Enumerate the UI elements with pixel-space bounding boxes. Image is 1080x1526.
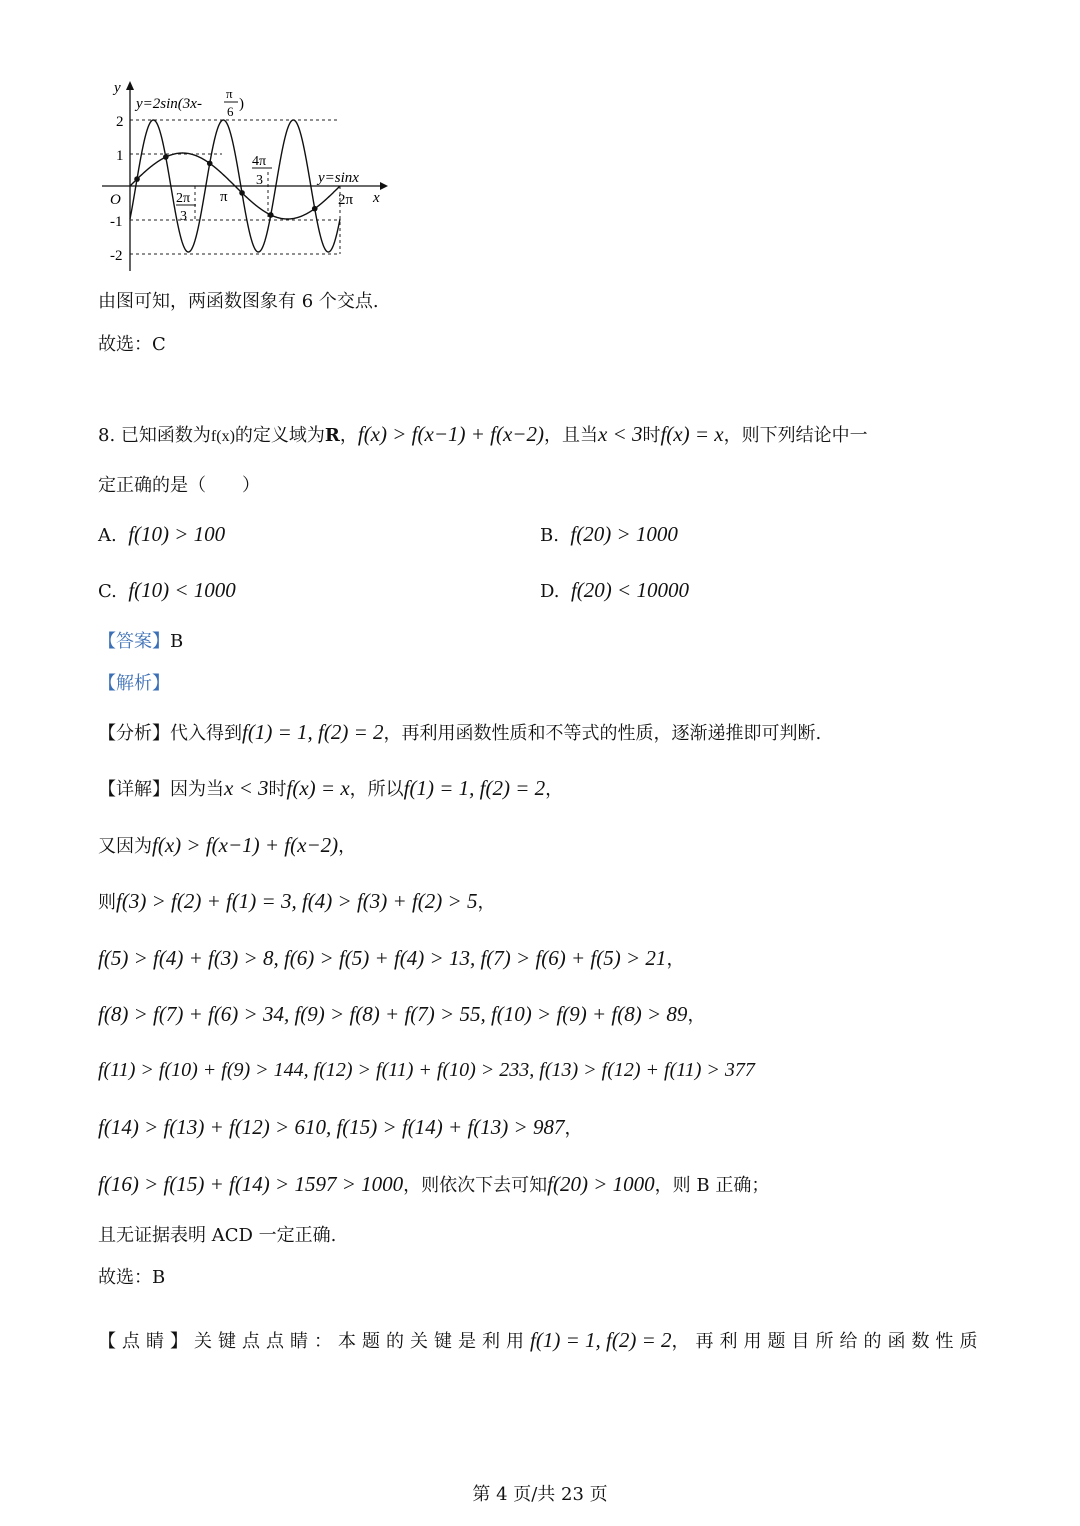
step6-math: f(16) > f(15) + f(14) > 1597 > 1000 [98, 1172, 404, 1196]
curve1-close: ) [239, 96, 244, 112]
again-pre: 又因为 [98, 836, 152, 857]
dj-post: ，再利用题目所给的函数性质 [671, 1331, 984, 1352]
question8-line1 [98, 422, 868, 449]
q8-tail: ，则下列结论中一 [723, 425, 868, 446]
option-c-math: f(10) < 1000 [128, 578, 236, 602]
no-proof-line: 且无证据表明 ACD 一定正确. [98, 1225, 337, 1246]
curve1-label: y=2sin(3x- [136, 96, 202, 112]
function-graph-figure [92, 76, 392, 276]
fenxi-pre: 代入得到 [170, 723, 242, 744]
fenxi-post: ，再利用函数性质和不等式的性质，逐渐递推即可判断. [383, 723, 822, 744]
intersection-point-2 [163, 154, 169, 160]
xiangjie-tag: 【详解】 [98, 779, 170, 800]
option-a-math: f(10) > 100 [128, 522, 226, 546]
step2-line [98, 946, 684, 972]
option-a-label: A. [98, 525, 117, 546]
option-d-label: D. [540, 581, 560, 602]
step2-math: f(5) > f(4) + f(3) > 8, f(6) > f(5) + f(4) > 13, f(7) > f(6) + f(5) > 21 [98, 946, 667, 970]
xj-mid2: ，所以 [349, 779, 404, 800]
step6-line [98, 1172, 769, 1198]
option-c-label: C. [98, 581, 117, 602]
origin-label: O [110, 192, 121, 208]
x-axis-arrow [380, 182, 388, 190]
step3-end: ， [687, 1005, 706, 1026]
curve2-label: y=sinx [318, 170, 359, 186]
answer-tag: 【答案】 [98, 631, 170, 652]
intersection-point-3 [207, 161, 213, 167]
xj-cond: x < 3 [224, 776, 269, 800]
q8-R: R [324, 425, 340, 446]
step1-math: f(3) > f(2) + f(1) = 3, f(4) > f(3) + f(2) > 5 [116, 889, 478, 913]
tick-pi: π [220, 189, 228, 205]
curve1-frac-num: π [226, 86, 233, 101]
dianjing-line [98, 1328, 983, 1354]
again-math: f(x) > f(x−1) + f(x−2) [152, 833, 339, 857]
q8-ineq: f(x) > f(x−1) + f(x−2) [357, 422, 544, 446]
analysis-tag-text: 【解析】 [98, 673, 170, 694]
q8-fx: f(x) [210, 428, 235, 445]
answer7-text: 故选：C [98, 334, 166, 355]
xj-eq: f(x) = x [286, 776, 350, 800]
step6-math2: f(20) > 1000 [547, 1172, 655, 1196]
q8-comma: ， [339, 425, 358, 446]
again-line [98, 833, 356, 859]
curve1-frac-den: 6 [227, 104, 234, 119]
option-b [540, 522, 678, 548]
option-d [540, 578, 689, 604]
y-axis-label: y [114, 80, 121, 96]
question8-line2: 定正确的是（ ） [98, 475, 260, 496]
option-b-math: f(20) > 1000 [570, 522, 678, 546]
analysis-tag [98, 672, 170, 696]
page-footer: 第 4 页/共 23 页 [472, 1484, 608, 1505]
xj-pre: 因为当 [170, 779, 224, 800]
tick-y2: 2 [116, 114, 124, 130]
xj-end: ， [545, 779, 564, 800]
step5-math: f(14) > f(13) + f(12) > 610, f(15) > f(14) + f(13) > 987 [98, 1115, 565, 1139]
tick-ym2: -2 [110, 248, 123, 264]
fenxi-math: f(1) = 1, f(2) = 2 [242, 720, 384, 744]
q8-number: 8. 已知函数为 [98, 425, 211, 446]
q8-cond: x < 3 [597, 422, 643, 446]
xj-mid: 时 [268, 779, 287, 800]
step6-mid: ，则依次下去可知 [403, 1175, 548, 1196]
step3-line [98, 1002, 705, 1028]
intersection-point-5 [268, 212, 274, 218]
tick-ym1: -1 [110, 214, 123, 230]
tick-y1: 1 [116, 148, 124, 164]
intersection-point-4 [239, 190, 245, 196]
step5-end: ， [564, 1118, 583, 1139]
x-axis-label: x [373, 190, 380, 206]
q8-when2: 时 [642, 425, 661, 446]
dj-pre: 关键点点睛：本题的关键是利用 [194, 1331, 530, 1352]
xiangjie-line [98, 776, 563, 802]
step3-math: f(8) > f(7) + f(6) > 34, f(9) > f(8) + f(7) > 55, f(10) > f(9) + f(8) > 89 [98, 1002, 688, 1026]
dj-math: f(1) = 1, f(2) = 2 [530, 1328, 672, 1352]
fenxi-tag: 【分析】 [98, 723, 170, 744]
tick-2pi3-num: 2π [176, 191, 191, 206]
step5-line [98, 1115, 582, 1141]
tick-4pi3-den: 3 [256, 173, 263, 188]
option-c [98, 578, 236, 604]
step2-end: ， [666, 949, 685, 970]
q8-when: ，且当 [543, 425, 598, 446]
option-d-math: f(20) < 10000 [570, 578, 689, 602]
dianjing-tag: 【点睛】 [98, 1331, 194, 1352]
again-end: ， [338, 836, 357, 857]
q8-domain: 的定义域为 [234, 425, 325, 446]
tick-2pi: 2π [338, 192, 354, 208]
step6-end: ，则 B 正确； [654, 1175, 770, 1196]
conclusion-text: 由图可知，两函数图象有 6 个交点. [98, 291, 379, 312]
option-b-label: B. [540, 525, 559, 546]
step1-line [98, 889, 495, 915]
y-axis-arrow [126, 81, 134, 90]
answer-line [98, 630, 183, 654]
step4-math: f(11) > f(10) + f(9) > 144, f(12) > f(11) + f(10) > 233, f(13) > f(12) + f(11) > 377 [98, 1059, 755, 1081]
then-pre: 则 [98, 892, 116, 913]
fenxi-line [98, 720, 821, 746]
intersection-point-6 [312, 206, 318, 212]
xj-vals: f(1) = 1, f(2) = 2 [403, 776, 546, 800]
step4-line [98, 1058, 755, 1083]
q8-eq: f(x) = x [660, 422, 724, 446]
option-a [98, 522, 225, 548]
tick-2pi3-den: 3 [180, 209, 187, 224]
tick-4pi3-num: 4π [252, 154, 267, 169]
intersection-point-1 [134, 176, 140, 182]
answer8-line: 故选：B [98, 1267, 166, 1288]
step1-end: ， [477, 892, 496, 913]
answer-value: B [170, 631, 184, 652]
